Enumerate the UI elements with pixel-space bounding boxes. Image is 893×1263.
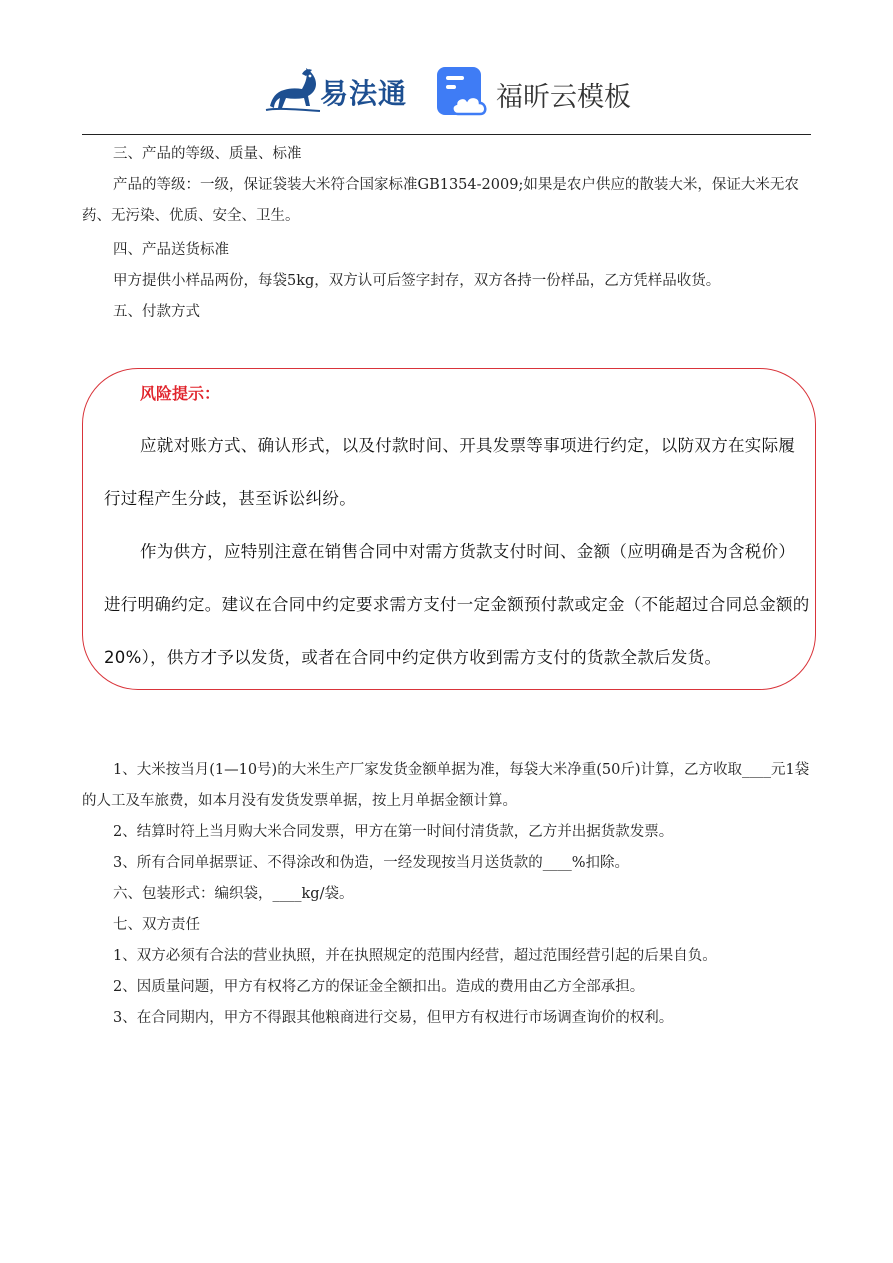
risk-notice-paragraph-1: 应就对账方式、确认形式，以及付款时间、开具发票等事项进行约定，以防双方在实际履行过程产生分歧，甚至诉讼纠纷。 — [104, 436, 796, 508]
yifatong-logo-text: 易法通 — [320, 77, 408, 110]
section-5-title: 五、付款方式 — [113, 304, 200, 320]
section-4-title: 四、产品送货标准 — [113, 242, 229, 258]
section-7-item-2: 2、因质量问题，甲方有权将乙方的保证金全额扣出。造成的费用由乙方全部承担。 — [113, 979, 645, 995]
payment-item-2: 2、结算时符上当月购大米合同发票，甲方在第一时间付清货款，乙方并出据货款发票。 — [113, 824, 674, 840]
header-divider — [82, 134, 811, 135]
section-3-title: 三、产品的等级、质量、标准 — [113, 146, 302, 162]
fuxin-logo-text: 福昕云模板 — [496, 82, 631, 113]
payment-item-1: 1、大米按当月(1—10号)的大米生产厂家发货金额单据为准，每袋大米净重(50斤)计算，乙方收取____元1袋的人工及车旅费，如本月没有发货发票单据，按上月单据金额计算。 — [82, 762, 810, 809]
cloud-template-icon — [436, 66, 488, 118]
section-4-body: 甲方提供小样品两份，每袋5kg，双方认可后签字封存，双方各持一份样品，乙方凭样品收货。 — [113, 273, 721, 289]
risk-notice-paragraph-2: 作为供方，应特别注意在销售合同中对需方货款支付时间、金额（应明确是否为含税价）进行明确约定。建议在合同中约定要求需方支付一定金额预付款或定金（不能超过合同总金额的 20%），供方才予以发货，或者在合同中约定供方收到需方支付的货款全款后发货。 — [104, 542, 810, 667]
qilin-icon — [262, 62, 324, 118]
section-7-item-3: 3、在合同期内，甲方不得跟其他粮商进行交易，但甲方有权进行市场调查询价的权利。 — [113, 1010, 674, 1026]
section-6-packaging: 六、包装形式：编织袋，____kg/袋。 — [113, 886, 354, 902]
fuxin-logo — [436, 66, 636, 118]
section-3-body: 产品的等级：一级，保证袋装大米符合国家标准GB1354-2009;如果是农户供应的散装大米，保证大米无农药、无污染、优质、安全、卫生。 — [82, 177, 799, 224]
section-7-item-1: 1、双方必须有合法的营业执照，并在执照规定的范围内经营，超过范围经营引起的后果自负。 — [113, 948, 717, 964]
risk-notice-title: 风险提示： — [140, 384, 221, 403]
page-header — [0, 0, 893, 136]
yifatong-logo — [262, 62, 412, 118]
section-7-title: 七、双方责任 — [113, 917, 200, 933]
payment-item-3: 3、所有合同单据票证、不得涂改和伪造，一经发现按当月送货款的____%扣除。 — [113, 855, 630, 871]
